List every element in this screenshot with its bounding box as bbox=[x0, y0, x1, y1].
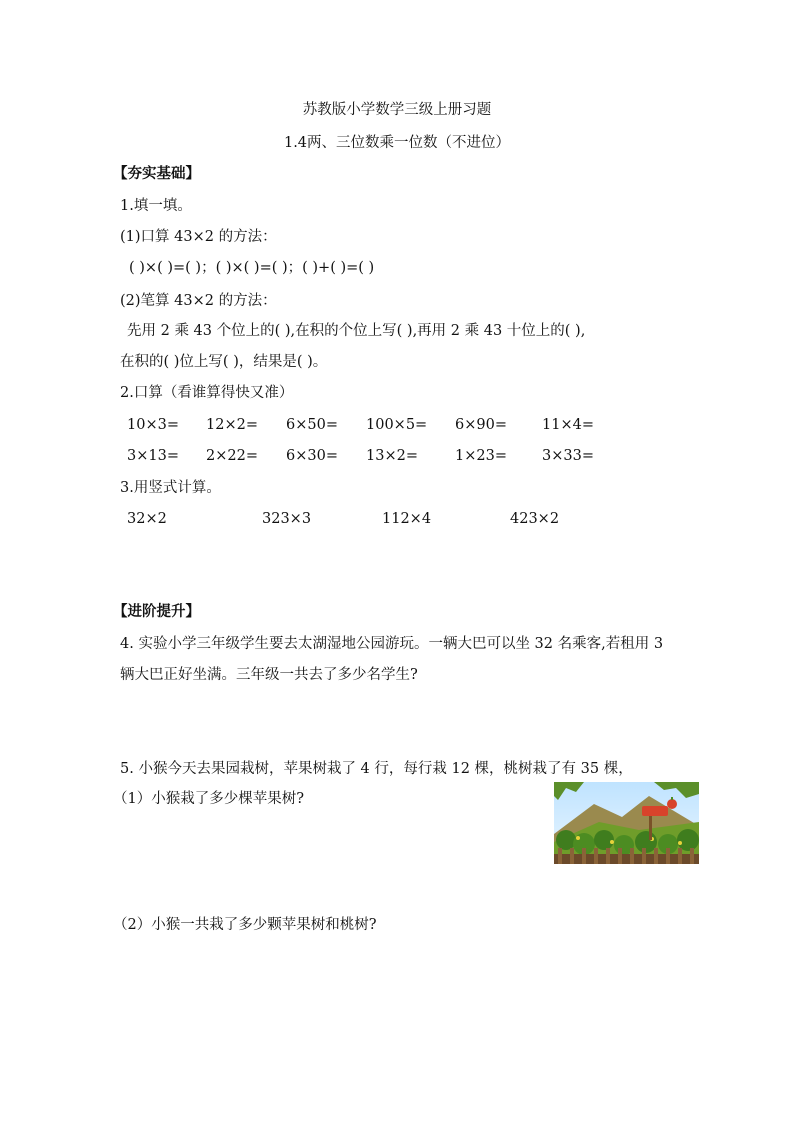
question-4-line2: 辆大巴正好坐满。三年级一共去了多少名学生? bbox=[120, 667, 418, 683]
question-1-part1-blanks: ( )×( )=( )；( )×( )=( )；( )+( )=( ) bbox=[129, 260, 375, 276]
orchard-illustration bbox=[554, 782, 699, 864]
question-1-part2-line2: 在积的( )位上写( )，结果是( )。 bbox=[120, 354, 328, 370]
orchard-illustration-svg bbox=[554, 782, 699, 864]
oral-calc-item: 100×5= bbox=[366, 417, 428, 433]
oral-calc-item: 3×13= bbox=[127, 448, 179, 464]
page-subtitle: 1.4两、三位数乘一位数（不进位） bbox=[283, 135, 511, 151]
oral-calc-row-1 bbox=[0, 415, 794, 435]
oral-calc-item: 6×90= bbox=[455, 417, 507, 433]
vertical-calc-item: 112×4 bbox=[382, 511, 432, 527]
section-heading-basic: 【夯实基础】 bbox=[113, 165, 200, 182]
page-title: 苏教版小学数学三级上册习题 bbox=[302, 102, 492, 118]
oral-calc-item: 6×50= bbox=[286, 417, 338, 433]
vertical-calc-item: 32×2 bbox=[127, 511, 167, 527]
oral-calc-item: 3×33= bbox=[542, 448, 594, 464]
question-4-line1: 4. 实验小学三年级学生要去太湖湿地公园游玩。一辆大巴可以坐 32 名乘客,若租用 3 bbox=[120, 636, 664, 652]
vertical-calc-item: 323×3 bbox=[262, 511, 312, 527]
question-3-title: 3.用竖式计算。 bbox=[120, 480, 221, 496]
question-5-line1: 5. 小猴今天去果园栽树，苹果树栽了 4 行，每行栽 12 棵，桃树栽了有 35 棵， bbox=[120, 761, 633, 777]
oral-calc-item: 12×2= bbox=[206, 417, 258, 433]
question-5-sub1: （1）小猴栽了多少棵苹果树? bbox=[113, 791, 304, 807]
vertical-calc-item: 423×2 bbox=[510, 511, 560, 527]
oral-calc-item: 6×30= bbox=[286, 448, 338, 464]
question-1-part2-label: (2)笔算 43×2 的方法： bbox=[120, 293, 277, 309]
oral-calc-item: 13×2= bbox=[366, 448, 418, 464]
oral-calc-item: 10×3= bbox=[127, 417, 179, 433]
section-heading-advanced: 【进阶提升】 bbox=[113, 603, 200, 620]
question-1-part1-label: (1)口算 43×2 的方法： bbox=[120, 229, 277, 245]
oral-calc-item: 1×23= bbox=[455, 448, 507, 464]
vertical-calc-row bbox=[0, 509, 794, 529]
question-5-sub2: （2）小猴一共栽了多少颗苹果树和桃树? bbox=[113, 917, 377, 933]
question-1-title: 1.填一填。 bbox=[120, 198, 192, 214]
oral-calc-item: 11×4= bbox=[542, 417, 594, 433]
question-2-title: 2.口算（看谁算得快又准） bbox=[120, 385, 294, 401]
oral-calc-item: 2×22= bbox=[206, 448, 258, 464]
question-1-part2-line1: 先用 2 乘 43 个位上的( ),在积的个位上写( ),再用 2 乘 43 十位上的( ), bbox=[127, 323, 586, 339]
oral-calc-row-2 bbox=[0, 446, 794, 466]
